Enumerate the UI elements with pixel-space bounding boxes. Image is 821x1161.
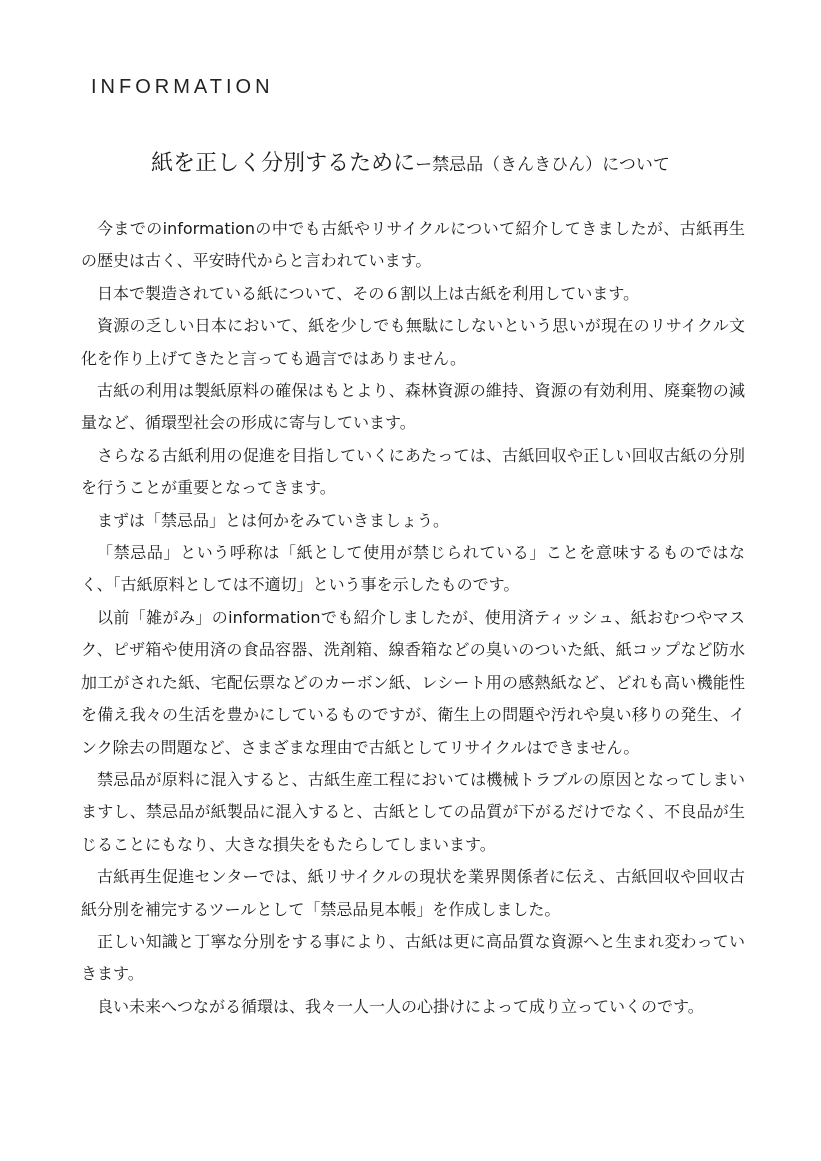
paragraph: 日本で製造されている紙について、その６割以上は古紙を利用しています。 — [97, 283, 640, 303]
paragraph: 古紙再生促進センターでは、紙リサイクルの現状を業界関係者に伝え、古紙回収や回収古紙分別を補完するツールとして「禁忌品見本帳」を作成しました。 — [81, 867, 745, 919]
paragraph: 資源の乏しい日本において、紙を少しでも無駄にしないという思いが現在のリサイクル文化を作り上げてきたと言っても過言ではありません。 — [81, 316, 745, 368]
article-title-main: 紙を正しく分別するために — [151, 151, 416, 176]
paragraph: 良い未来へつながる循環は、我々一人一人の心掛けによって成り立っていくのです。 — [97, 996, 704, 1016]
paragraph: 禁忌品が原料に混入すると、古紙生産工程においては機械トラブルの原因となってしまいますし、禁忌品が紙製品に混入すると、古紙としての品質が下がるだけでなく、不良品が生じることにもなり、大きな損失をもたらしてしまいます。 — [81, 769, 745, 854]
paragraph: 古紙の利用は製紙原料の確保はもとより、森林資源の維持、資源の有効利用、廃棄物の減量など、循環型社会の形成に寄与しています。 — [81, 381, 745, 433]
article-title-sub: ー禁忌品（きんきひん）について — [415, 155, 670, 175]
article-body — [81, 213, 745, 1023]
article-title — [0, 146, 821, 177]
paragraph: 今までのinformationの中でも古紙やリサイクルについて紹介してきましたが、古紙再生の歴史は古く、平安時代からと言われています。 — [81, 219, 745, 271]
paragraph: まずは「禁忌品」とは何かをみていきましょう。 — [97, 510, 450, 530]
section-header: INFORMATION — [91, 76, 274, 98]
paragraph: 以前「雑がみ」のinformationでも紹介しましたが、使用済ティッシュ、紙おむつやマスク、ピザ箱や使用済の食品容器、洗剤箱、線香箱などの臭いのついた紙、紙コップなど防水加工がされた紙、宅配伝票などのカーボン紙、レシート用の感熱紙など、どれも高い機能性を備え我々の生活を豊かにしているものですが、衛生上の問題や汚れや臭い移りの発生、インク除去の問題など、さまざまな理由で古紙としてリサイクルはできません。 — [81, 607, 745, 757]
paragraph: 正しい知識と丁寧な分別をする事により、古紙は更に高品質な資源へと生まれ変わっていきます。 — [81, 931, 745, 984]
paragraph: 「禁忌品」という呼称は「紙として使用が禁じられている」ことを意味するものではなく、「古紙原料としては不適切」という事を示したものです。 — [81, 543, 745, 595]
paragraph: さらなる古紙利用の促進を目指していくにあたっては、古紙回収や正しい回収古紙の分別を行うことが重要となってきます。 — [81, 445, 745, 498]
